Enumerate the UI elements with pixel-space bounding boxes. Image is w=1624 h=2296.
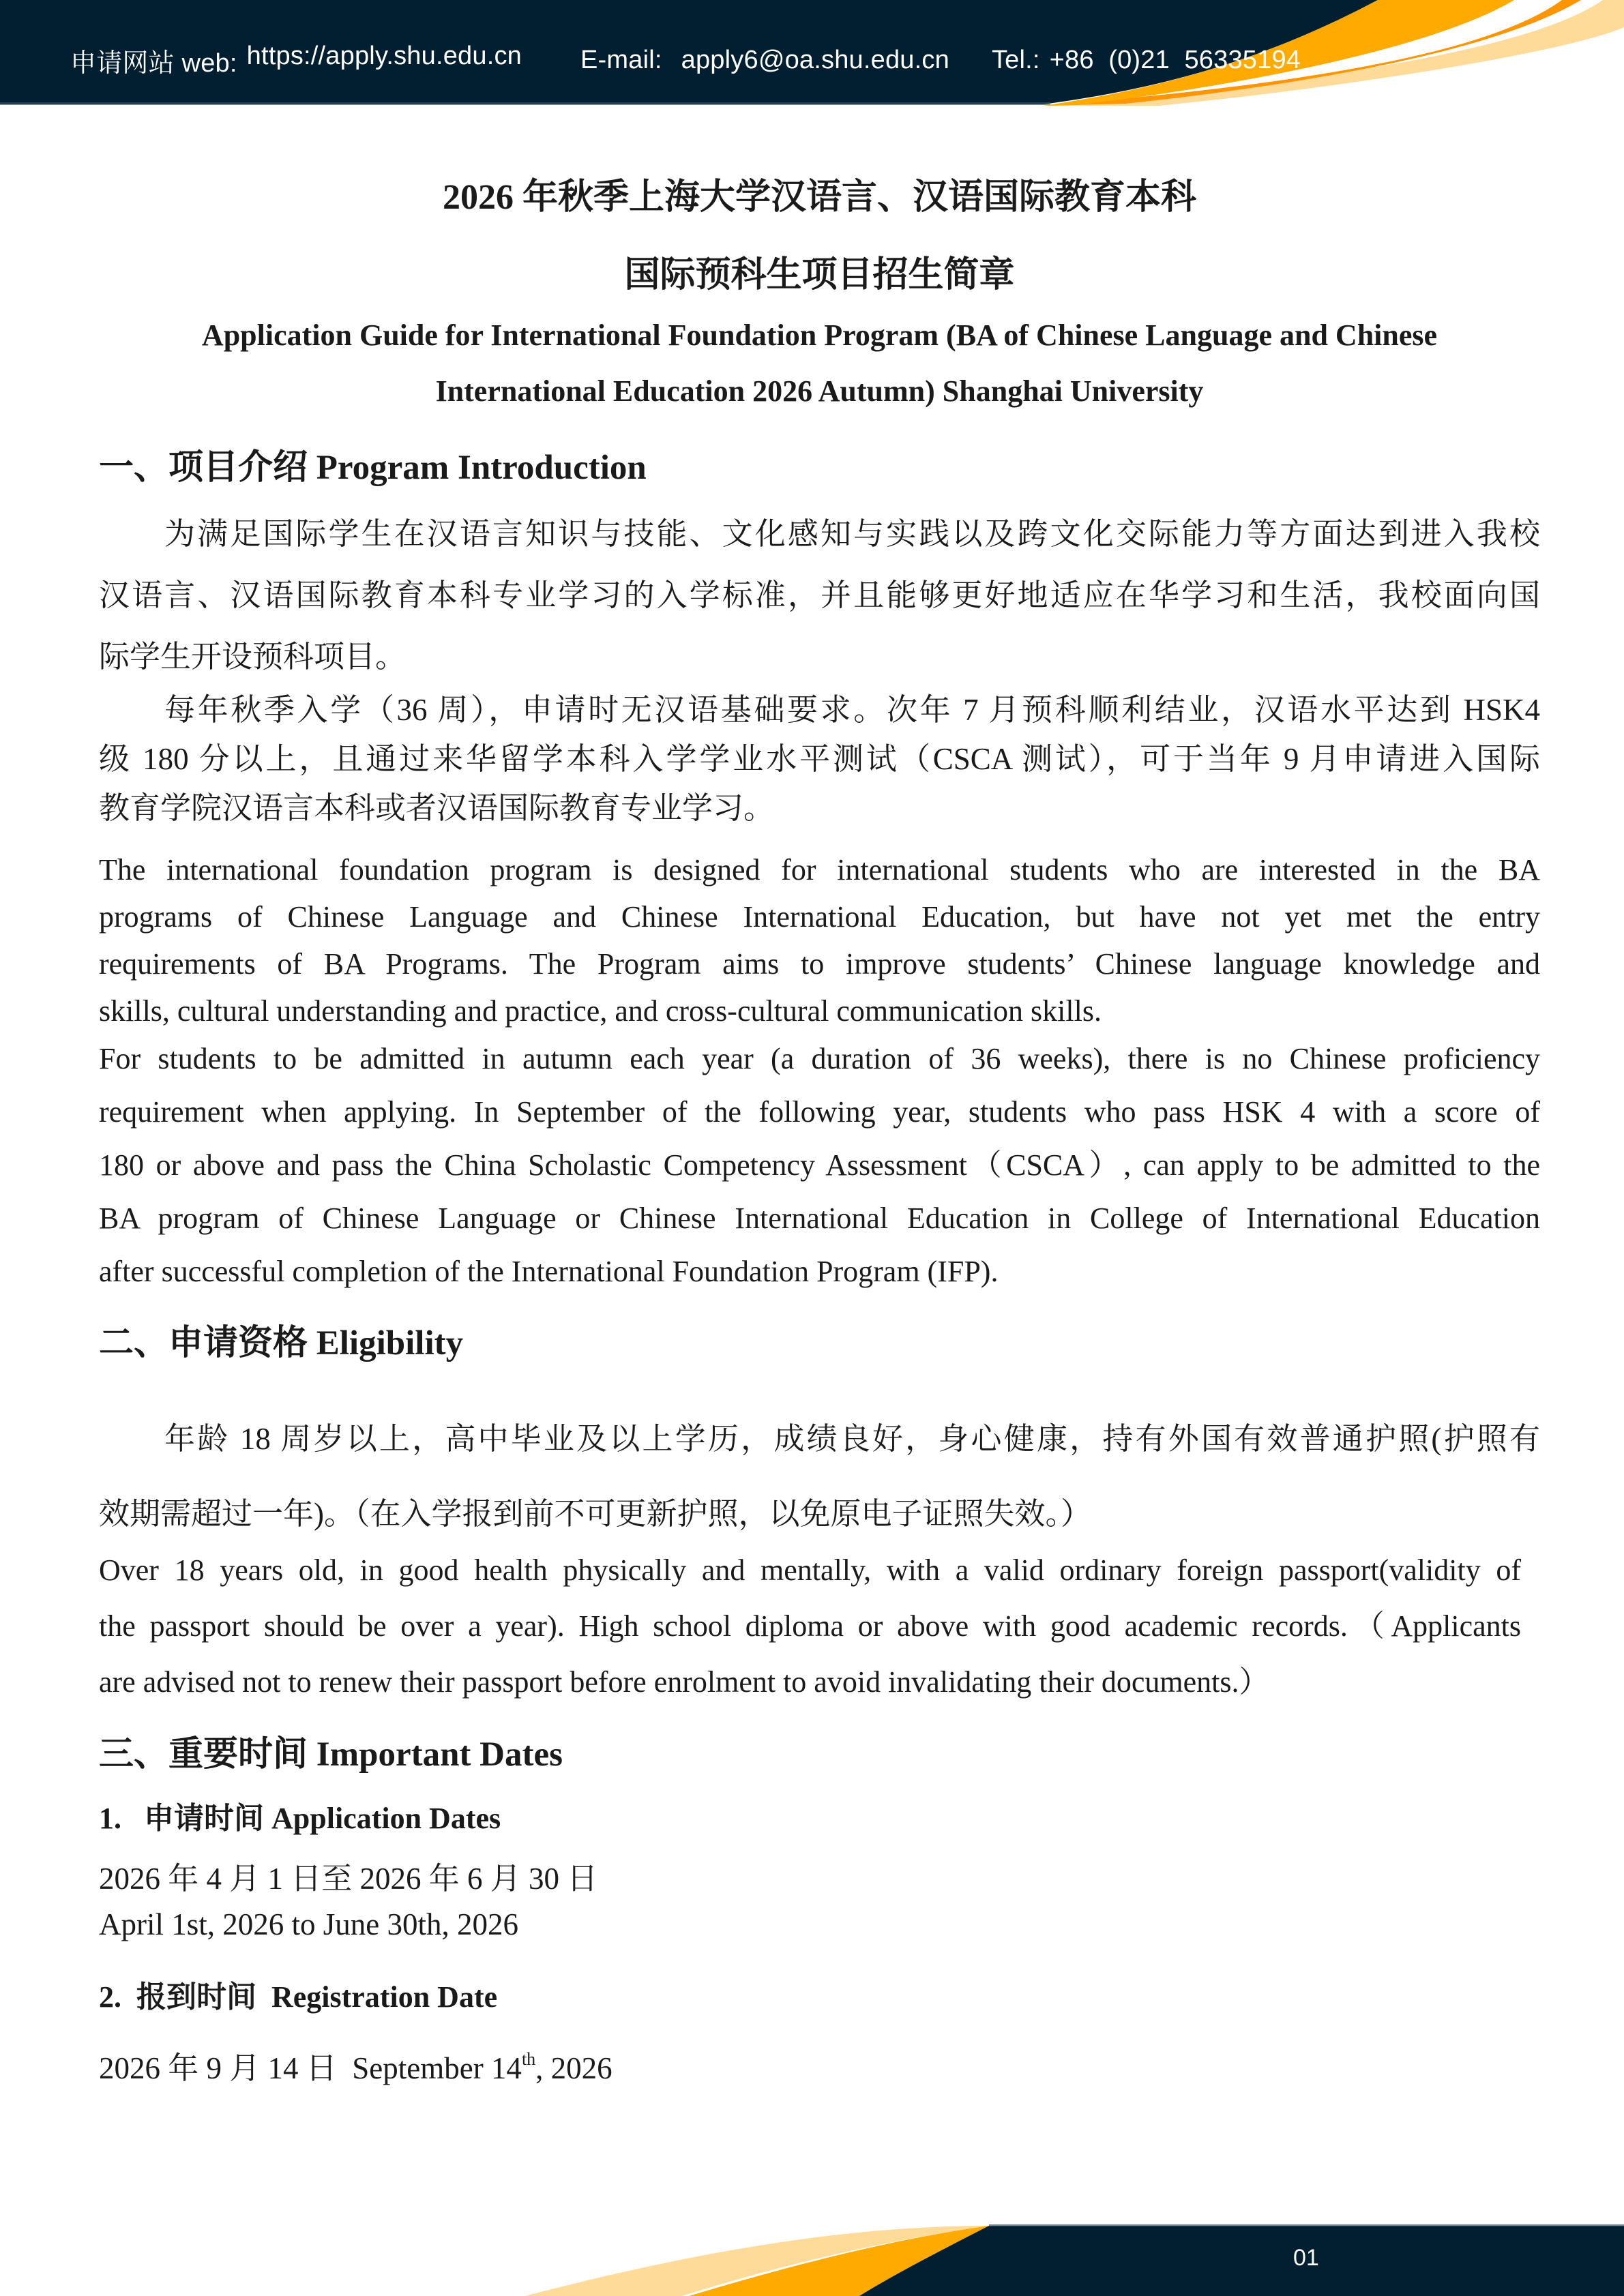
- text-line: 级 180 分以上，且通过来华留学本科入学学业水平测试（CSCA 测试），可于当年 9 月申请进入国际: [99, 742, 1540, 776]
- section-heading-eligibility: 二、申请资格 Eligibility: [99, 1324, 464, 1362]
- section-heading-important-dates: 三、重要时间 Important Dates: [99, 1735, 563, 1774]
- text-line: skills, cultural understanding and practice, and cross-cultural communication skills.: [99, 994, 1102, 1028]
- eligibility-en-paragraph: [99, 1542, 1521, 1710]
- footer-navy-band: [859, 2226, 1624, 2296]
- intro-cn-paragraph-1: [99, 503, 1540, 687]
- web-contact: [70, 42, 522, 79]
- email-label: E-mail:: [580, 45, 662, 74]
- text-line: 汉语言、汉语国际教育本科专业学习的入学标准，并且能够更好地适应在华学习和生活，我校面向国: [99, 578, 1540, 612]
- text-line: after successful completion of the International Foundation Program (IFP).: [99, 1255, 999, 1288]
- web-label: 申请网站 web:: [70, 48, 237, 78]
- registration-date: [99, 2043, 612, 2087]
- contact-info: [70, 42, 1301, 78]
- section-heading-introduction: 一、项目介绍 Program Introduction: [99, 449, 647, 487]
- eligibility-cn-paragraph: [99, 1401, 1540, 1551]
- text-line: requirements of BA Programs. The Program aims to improve students’ Chinese language knowledge and: [99, 947, 1540, 981]
- text-line: 年龄 18 周岁以上，高中毕业及以上学历，成绩良好，身心健康，持有外国有效普通护照(护照有: [164, 1422, 1540, 1456]
- subheading-registration-date: 2. 报到时间 Registration Date: [99, 1980, 498, 2014]
- text-line: For students to be admitted in autumn each year (a duration of 36 weeks), there is no Chinese proficiency: [99, 1042, 1540, 1075]
- tel-number: +86 (0)21 56335194: [1049, 45, 1301, 74]
- text-line: 际学生开设预科项目。: [99, 640, 407, 674]
- text-line: 教育学院汉语言本科或者汉语国际教育专业学习。: [99, 791, 775, 825]
- title-en-line1: Application Guide for International Foundation Program (BA of Chinese Language and Chinese: [201, 318, 1438, 352]
- text-line: Over 18 years old, in good health physically and mentally, with a valid ordinary foreign passport(validity of: [99, 1553, 1521, 1587]
- intro-en-paragraph-2: [99, 1032, 1540, 1298]
- text-line: are advised not to renew their passport before enrolment to avoid invalidating their documents.）: [99, 1665, 1269, 1699]
- registration-date-text: 2026 年 9 月 14 日 September 14: [99, 2051, 522, 2085]
- application-dates-en: April 1st, 2026 to June 30th, 2026: [99, 1907, 518, 1941]
- email-contact: [580, 46, 949, 75]
- tel-contact: [992, 46, 1301, 75]
- page-number: 01: [1293, 2245, 1319, 2271]
- text-line: programs of Chinese Language and Chinese International Education, but have not yet met the entry: [99, 900, 1540, 934]
- intro-en-paragraph-1: [99, 846, 1540, 1034]
- text-line: BA program of Chinese Language or Chinese International Education in College of International Education: [99, 1202, 1540, 1235]
- email-link[interactable]: apply6@oa.shu.edu.cn: [681, 45, 949, 74]
- tel-label: Tel.:: [991, 45, 1040, 74]
- ordinal-suffix: th: [521, 2049, 536, 2069]
- subheading-application-dates: 1. 申请时间 Application Dates: [99, 1802, 501, 1835]
- title-cn-line1: 2026 年秋季上海大学汉语言、汉语国际教育本科: [442, 178, 1196, 217]
- text-line: 为满足国际学生在汉语言知识与技能、文化感知与实践以及跨文化交际能力等方面达到进入我校: [164, 517, 1540, 551]
- text-line: 效期需超过一年)。（在入学报到前不可更新护照，以免原电子证照失效。）: [99, 1497, 1091, 1531]
- text-line: 每年秋季入学（36 周），申请时无汉语基础要求。次年 7 月预科顺利结业，汉语水平达到 HSK4: [164, 693, 1540, 727]
- application-dates-cn: 2026 年 4 月 1 日至 2026 年 6 月 30 日: [99, 1862, 598, 1896]
- footer-decoration: [0, 2209, 1624, 2296]
- text-line: the passport should be over a year). High school diploma or above with good academic records.（Applicants: [99, 1609, 1521, 1643]
- text-line: requirement when applying. In September of the following year, students who pass HSK 4 with a score of: [99, 1095, 1540, 1129]
- page-footer: [0, 2209, 1624, 2296]
- title-en-line2: International Education 2026 Autumn) Shanghai University: [435, 374, 1204, 408]
- title-cn-line2: 国际预科生项目招生简章: [624, 256, 1015, 295]
- page-header: [0, 0, 1624, 106]
- intro-cn-paragraph-2: [99, 685, 1540, 833]
- text-line: 180 or above and pass the China Scholastic Competency Assessment（CSCA）, can apply to be admitted to the: [99, 1148, 1540, 1182]
- registration-date-year: , 2026: [535, 2051, 612, 2085]
- text-line: The international foundation program is designed for international students who are interested in the BA: [99, 853, 1540, 886]
- web-url-link[interactable]: https://apply.shu.edu.cn: [246, 41, 522, 70]
